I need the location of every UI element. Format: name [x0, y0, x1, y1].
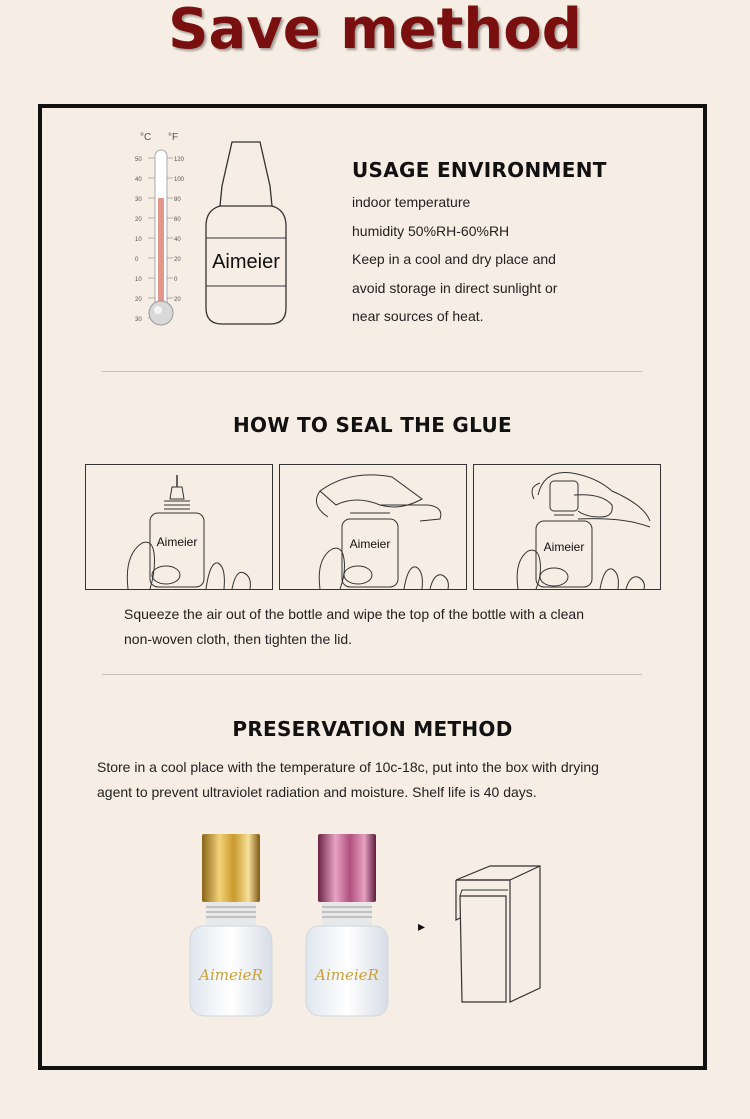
gold-cap-bottle [188, 834, 274, 1018]
fahrenheit-tick-label: 60 [174, 217, 181, 223]
bottle-drawing [202, 140, 292, 326]
arrow-icon: ▸ [418, 918, 426, 934]
celsius-tick-label: 20 [135, 297, 142, 303]
content-frame [38, 104, 707, 1070]
bottle-brand: AimeieR [199, 966, 263, 984]
divider [102, 371, 642, 372]
usage-line: near sources of heat. [352, 308, 484, 324]
usage-line: Keep in a cool and dry place and [352, 251, 556, 267]
fahrenheit-tick-label: 100 [174, 177, 185, 183]
thermometer-fill [158, 198, 164, 310]
seal-step-label: Aimeier [543, 540, 585, 554]
celsius-tick-label: 20 [135, 217, 142, 223]
seal-text [124, 602, 684, 652]
celsius-tick-label: 10 [135, 277, 142, 283]
box-icon [448, 860, 548, 1006]
celsius-tick-label: 50 [135, 157, 142, 163]
usage-line: humidity 50%RH-60%RH [352, 222, 510, 239]
preservation-heading: PRESERVATION METHOD [232, 717, 513, 741]
preservation-text [97, 755, 697, 805]
fahrenheit-unit: °F [168, 132, 179, 143]
fahrenheit-tick-label: 40 [174, 237, 181, 243]
preservation-line: agent to prevent ultraviolet radiation and moisture. Shelf life is 40 days. [97, 784, 537, 800]
fahrenheit-tick-label: 120 [174, 157, 185, 163]
fahrenheit-tick-label: 0 [174, 277, 178, 283]
thermometer-icon [134, 128, 194, 328]
celsius-tick-label: 30 [135, 317, 142, 323]
preservation-line: Store in a cool place with the temperature of 10c-18c, put into the box with drying [97, 759, 599, 775]
bottle-label: Aimeier [212, 251, 280, 273]
usage-heading: USAGE ENVIRONMENT [352, 158, 607, 182]
seal-line: non-woven cloth, then tighten the lid. [124, 631, 353, 647]
seal-step-label: Aimeier [349, 537, 391, 551]
fahrenheit-tick-label: 20 [174, 257, 181, 263]
seal-step-3 [473, 464, 661, 590]
pink-cap-bottle [304, 834, 390, 1018]
celsius-tick-label: 10 [135, 237, 142, 243]
usage-text [352, 188, 652, 331]
celsius-unit: °C [140, 132, 152, 143]
seal-line: Squeeze the air out of the bottle and wipe the top of the bottle with a clean [124, 606, 584, 622]
usage-line: indoor temperature [352, 194, 471, 210]
seal-step-1 [85, 464, 273, 590]
seal-heading: HOW TO SEAL THE GLUE [233, 413, 512, 437]
bottle-brand: AimeieR [315, 966, 379, 984]
divider [102, 674, 642, 675]
seal-step-label: Aimeier [156, 535, 198, 549]
celsius-tick-label: 30 [135, 197, 142, 203]
seal-step-2 [279, 464, 467, 590]
fahrenheit-tick-label: 80 [174, 197, 181, 203]
usage-line: avoid storage in direct sunlight or [352, 279, 558, 296]
celsius-tick-label: 40 [135, 177, 142, 183]
fahrenheit-tick-label: 20 [174, 297, 181, 303]
page-title: Save method [168, 0, 582, 62]
celsius-tick-label: 0 [135, 257, 139, 263]
